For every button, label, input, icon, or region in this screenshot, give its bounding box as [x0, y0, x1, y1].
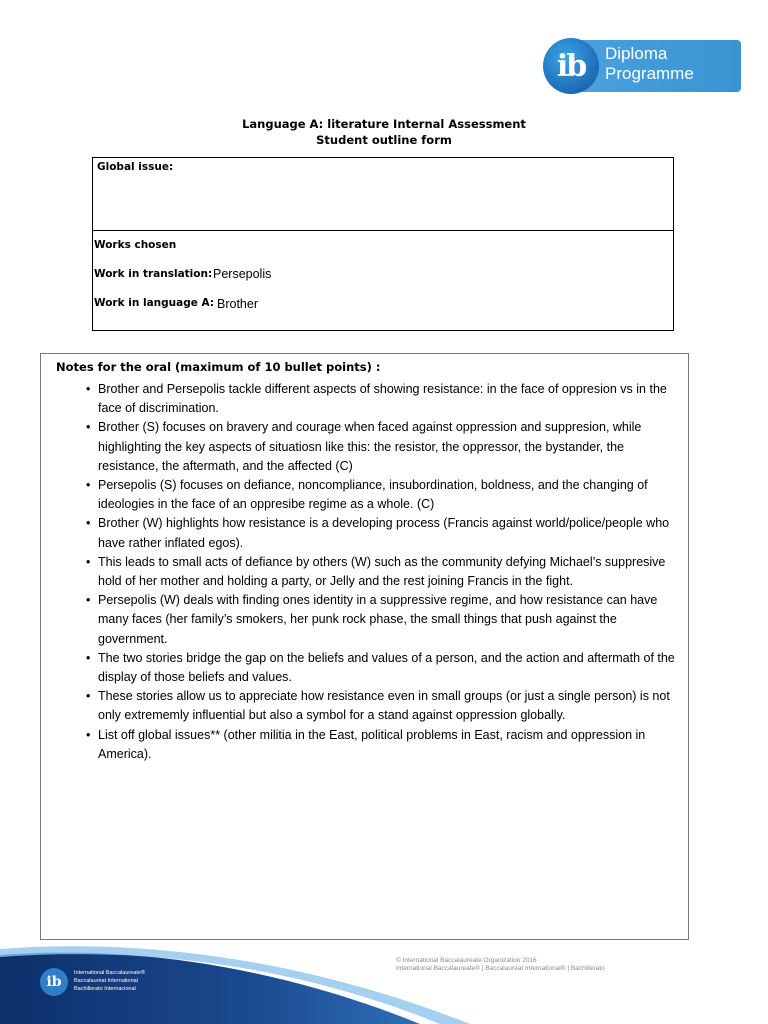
- list-item: • Persepolis (S) focuses on defiance, noncompliance, insubordination, boldness, and the changing of ideologies in the face of an oppresibe regime as a whole. (C): [86, 476, 676, 514]
- copyright-notice: [396, 957, 605, 973]
- ib-diploma-logo: [543, 38, 743, 96]
- works-chosen-label: Works chosen: [94, 239, 177, 251]
- list-item: • Brother (W) highlights how resistance is a developing process (Francis against world/police/people who have rather inflated egos).: [86, 514, 676, 552]
- footer-org-line3: Bachillerato Internacional: [74, 986, 136, 992]
- ib-footer-logo: [40, 968, 160, 998]
- list-item: • The two stories bridge the gap on the beliefs and values of a person, and the action and aftermath of the display of those beliefs and values.: [86, 649, 676, 687]
- work-in-translation-value[interactable]: Persepolis: [213, 267, 272, 281]
- list-item: • These stories allow us to appreciate how resistance even in small groups (or just a single person) is not only extrememly influential but also a symbol for a stand against oppression globally.: [86, 687, 676, 725]
- logo-line2: Programme: [605, 64, 694, 83]
- work-in-language-a-label: Work in language A:: [94, 297, 215, 309]
- list-item: • List off global issues** (other militia in the East, political problems in East, racism and oppression in America).: [86, 726, 676, 764]
- global-issue-label: Global issue:: [97, 161, 174, 173]
- list-item: • This leads to small acts of defiance by others (W) such as the community defying Michael’s suppresive hold of her mother and holding a party, or Jelly and the rest joining Francis in the fight.: [86, 553, 676, 591]
- list-item: • Brother and Persepolis tackle different aspects of showing resistance: in the face of oppresion vs in the face of discrimination.: [86, 380, 676, 418]
- list-item: • Persepolis (W) deals with finding ones identity in a suppressive regime, and how resistance can have many faces (her family’s smokers, her punk rock phase, the small things that push against the government.: [86, 591, 676, 649]
- logo-mark-text: ib: [556, 48, 586, 84]
- notes-heading: Notes for the oral (maximum of 10 bullet points) :: [56, 360, 381, 374]
- table-divider: [93, 230, 673, 231]
- ib-footer-mark-icon: [40, 968, 68, 996]
- footer-mark-text: ib: [46, 974, 62, 990]
- footer-org-line2: Baccalauréat International: [74, 978, 138, 984]
- copyright-line2: International Baccalaureate® | Baccalauréat International® | Bachillerato: [396, 965, 605, 972]
- page-title: [150, 116, 618, 148]
- list-item: • Brother (S) focuses on bravery and courage when faced against oppression and suppresion, while highlighting the key aspects of situatiosn like this: the resistor, the oppressor, the bystander, the resistance, the aftermath, and the affected (C): [86, 418, 676, 476]
- outline-form-table: [92, 157, 674, 331]
- footer-org-line1: International Baccalaureate®: [74, 970, 146, 976]
- logo-line1: Diploma: [605, 44, 668, 63]
- copyright-line1: © International Baccalaureate Organization 2016: [396, 957, 537, 964]
- ib-mark-icon: [543, 38, 599, 94]
- title-line2: Student outline form: [316, 133, 452, 147]
- notes-bullet-list: [86, 380, 676, 764]
- work-in-language-a-value[interactable]: Brother: [217, 297, 258, 311]
- title-line1: Language A: literature Internal Assessment: [242, 117, 526, 131]
- footer-org-name: [74, 969, 145, 993]
- logo-text: [605, 44, 694, 84]
- oral-notes-box: [40, 353, 689, 940]
- work-in-translation-label: Work in translation:: [94, 268, 213, 280]
